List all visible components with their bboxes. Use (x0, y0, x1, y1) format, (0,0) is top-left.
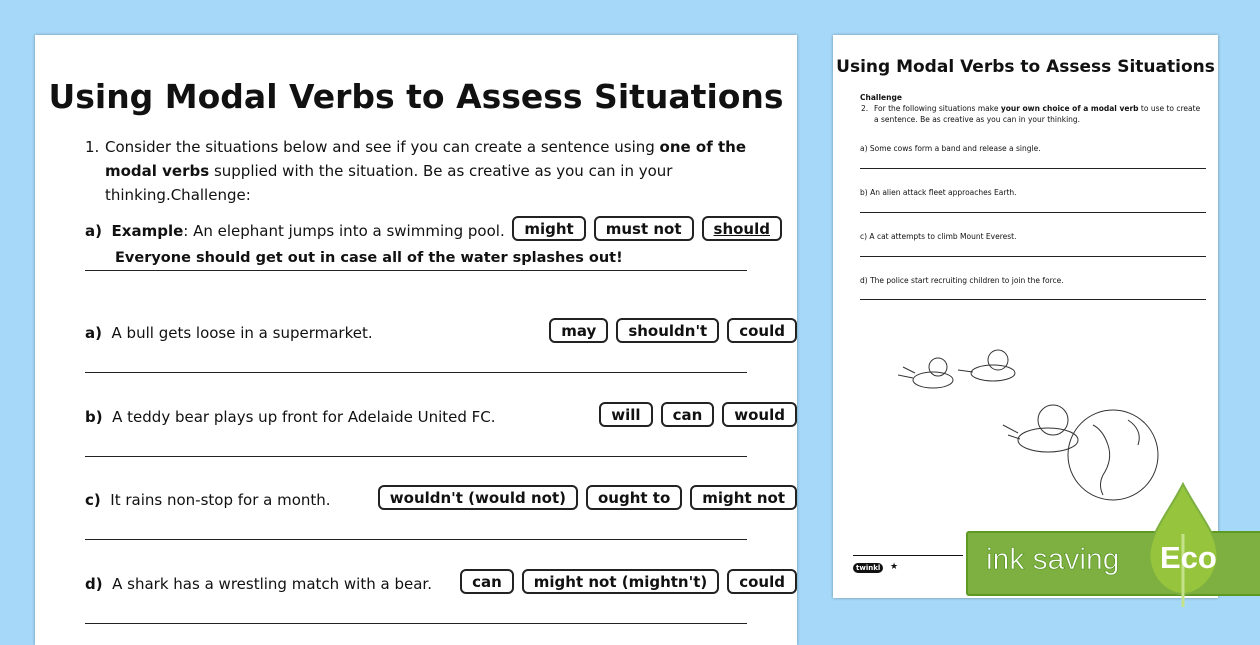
challenge-item: a) Some cows form a band and release a single. (860, 144, 1041, 153)
footer-line (853, 555, 963, 556)
option-box: could (727, 569, 797, 594)
challenge-item: b) An alien attack fleet approaches Earth. (860, 188, 1017, 197)
option-box: might not (mightn't) (522, 569, 719, 594)
answer-line[interactable] (860, 168, 1206, 169)
answer-line[interactable] (85, 539, 747, 540)
page-title: Using Modal Verbs to Assess Situations (836, 57, 1215, 77)
answer-line (85, 270, 747, 271)
option-box: can (460, 569, 514, 594)
option-box: could (727, 318, 797, 343)
answer-line[interactable] (85, 372, 747, 373)
option-box: may (549, 318, 608, 343)
answer-line[interactable] (85, 623, 747, 624)
option-box: can (661, 402, 715, 427)
answer-line[interactable] (860, 212, 1206, 213)
option-box-selected: should (702, 216, 782, 241)
answer-line[interactable] (85, 456, 747, 457)
page-title: Using Modal Verbs to Assess Situations (48, 77, 784, 116)
option-box: might (512, 216, 585, 241)
example-answer: Everyone should get out in case all of the water splashes out! (115, 250, 623, 266)
answer-line[interactable] (860, 299, 1206, 300)
star-icon: ★ (890, 562, 899, 572)
answer-line[interactable] (860, 256, 1206, 257)
option-box: will (599, 402, 652, 427)
ink-saving-badge: ink saving (966, 531, 1260, 596)
challenge-heading: Challenge (860, 93, 902, 102)
challenge-instructions: 2. For the following situations make your own choice of a modal verb to use to create a sentence. Be as creative as you can in your thinking. (861, 104, 1201, 124)
option-box: would (722, 402, 797, 427)
twinkl-logo: twinkl (853, 563, 883, 573)
option-box: ought to (586, 485, 682, 510)
option-box: shouldn't (616, 318, 719, 343)
rockets-earth-illustration (898, 345, 1173, 505)
challenge-item: c) A cat attempts to climb Mount Everest. (860, 232, 1017, 241)
option-box: wouldn't (would not) (378, 485, 578, 510)
eco-label: Eco (1160, 540, 1217, 575)
challenge-item: d) The police start recruiting children to join the force. (860, 276, 1064, 285)
option-box: must not (594, 216, 694, 241)
instructions: 1. Consider the situations below and see if you can create a sentence using one of the modal verbs supplied with the situation. Be as creative as you can in your thinking.Challenge: (85, 138, 747, 204)
worksheet-page-1: Using Modal Verbs to Assess Situations 1. Consider the situations below and see if you can create a sentence using one of the modal verbs supplied with the situation. Be as creative as you can in your thinking.Challenge: a) Example: An elephant jumps into a swimming pool. might must not should Everyone should get out in case all of the water splashes out! a) A bull gets loose in a supermarket. may shouldn't could b) A teddy bear plays up front for Adelaide United FC. will can would c) It rains non-stop for a month. wouldn't (would not) ought to might not d) A shark has a wrestling match with a bear. can might not (mightn't) could (35, 35, 797, 645)
option-box: might not (690, 485, 797, 510)
